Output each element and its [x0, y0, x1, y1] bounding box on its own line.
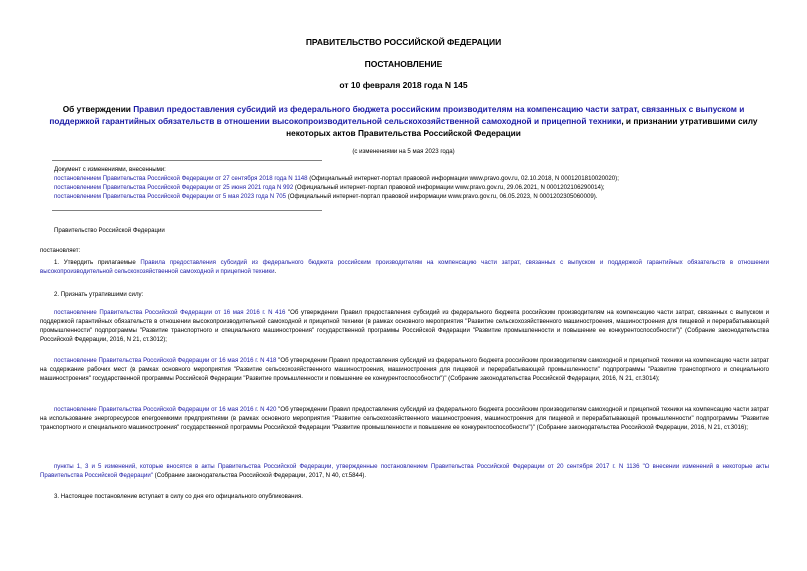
- changes-note: (с изменениями на 5 мая 2023 года): [352, 148, 455, 155]
- revoked-item: постановление Правительства Российской Федерации от 16 мая 2016 г. N 416 "Об утверждении Правил предоставления субсидий из федерального бюджета российским производителям на компенсацию части затрат, связанных с выпуском и поддержкой гарантийных обязательств в отношении высокопроизводительной самоходной и прицепной техники (в рамках основного мероприятия "Развитие сельскохозяйственного машиностроения, машиностроения для пищевой и перерабатывающей промышленности" подпрограммы "Развитие транспортного и специального машиностроения" государственной программы Российской Федерации "Развитие промышленности и повышение ее конкурентоспособности")" (Собрание законодательства Российской Федерации, 2016, N 21, ст.3012);: [40, 309, 769, 343]
- amendments-block: [54, 165, 774, 201]
- title-suffix: , и признании утратившими силу некоторых актов Правительства Российской Федерации: [286, 116, 758, 138]
- decrees-line: постановляет:: [40, 247, 81, 254]
- amendment-item: постановлением Правительства Российской Федерации от 5 мая 2023 года N 705 (Официальный интернет-портал правовой информации www.pravo.gov.ru, 06.05.2023, N 0001202305060009).: [54, 193, 598, 200]
- amendment-item: постановлением Правительства Российской Федерации от 25 июня 2021 года N 992 (Официальный интернет-портал правовой информации www.pravo.gov.ru, 29.06.2021, N 0001202106290014);: [54, 184, 605, 191]
- government-line: Правительство Российской Федерации: [54, 227, 165, 234]
- amendments-intro: Документ с изменениями, внесенными:: [54, 166, 166, 173]
- item-3: 3. Настоящее постановление вступает в силу со дня его официального опубликования.: [54, 493, 303, 500]
- points-item: пункты 1, 3 и 5 изменений, которые вносятся в акты Правительства Российской Федерации, утвержденные постановлением Правительства Российской Федерации от 20 сентября 2017 г. N 1136 "О внесении изменений в некоторые акты Правительства Российской Федерации" (Собрание законодательства Российской Федерации, 2017, N 40, ст.5844).: [40, 463, 769, 479]
- amendment-link[interactable]: постановлением Правительства Российской Федерации от 5 мая 2023 года N 705: [54, 193, 287, 200]
- item-2: 2. Признать утратившими силу:: [54, 291, 144, 298]
- divider-top: [52, 160, 322, 161]
- amendment-link[interactable]: постановлением Правительства Российской Федерации от 25 июня 2021 года N 992: [54, 184, 294, 191]
- rules-link[interactable]: Правила предоставления субсидий из федерального бюджета российским производителям на компенсацию части затрат, связанных с выпуском и поддержкой гарантийных обязательств в отношении высокопроизводительной сельскохозяйственной самоходной и прицепной техники: [40, 259, 769, 275]
- date-number-heading: от 10 февраля 2018 года N 145: [339, 80, 468, 90]
- amendment-item: постановлением Правительства Российской Федерации от 27 сентября 2018 года N 1148 (Официальный интернет-портал правовой информации www.pravo.gov.ru, 02.10.2018, N 0001201810020020);: [54, 175, 619, 182]
- document-type-heading: ПОСТАНОВЛЕНИЕ: [364, 59, 443, 69]
- revoked-item: постановление Правительства Российской Федерации от 16 мая 2016 г. N 420 "Об утверждении Правил предоставления субсидий из федерального бюджета российским производителям самоходной и прицепной техники на компенсацию части затрат на использование энергоресурсов energoемкими предприятиями (в рамках основного мероприятия "Развитие сельскохозяйственного машиностроения, машиностроения для пищевой и перерабатывающей промышленности" подпрограммы "Развитие транспортного и специального машиностроения" государственной программы Российской Федерации "Развитие промышленности и повышение ее конкурентоспособности")" (Собрание законодательства Российской Федерации, 2016, N 21, ст.3016);: [40, 406, 769, 431]
- title-prefix: Об утверждении: [62, 104, 134, 114]
- revoked-link[interactable]: постановление Правительства Российской Федерации от 16 мая 2016 г. N 420: [54, 406, 277, 413]
- amendment-link[interactable]: постановлением Правительства Российской Федерации от 27 сентября 2018 года N 1148: [54, 175, 308, 182]
- revoked-link[interactable]: постановление Правительства Российской Федерации от 16 мая 2016 г. N 416: [54, 309, 286, 316]
- revoked-link[interactable]: постановление Правительства Российской Федерации от 16 мая 2016 г. N 418: [54, 357, 277, 364]
- points-link[interactable]: пункты 1, 3 и 5 изменений, которые вносятся в акты Правительства Российской Федерации, утвержденные постановлением Правительства Российской Федерации от 20 сентября 2017 г. N 1136 "О внесении изменений в некоторые акты Правительства Российской Федерации": [40, 463, 769, 479]
- title-rules-link[interactable]: Правил предоставления субсидий из федерального бюджета российским производителям на компенсацию части затрат, связанных с выпуском и поддержкой гарантийных обязательств в отношении высокопроизводительной сельскохозяйственной самоходной и прицепной техники: [49, 104, 745, 126]
- item-1: 1. Утвердить прилагаемые Правила предоставления субсидий из федерального бюджета российским производителям на компенсацию части затрат, связанных с выпуском и поддержкой гарантийных обязательств в отношении высокопроизводительной сельскохозяйственной самоходной и прицепной техники.: [40, 259, 769, 275]
- government-heading: ПРАВИТЕЛЬСТВО РОССИЙСКОЙ ФЕДЕРАЦИИ: [305, 37, 502, 47]
- document-title: [40, 103, 767, 139]
- revoked-item: постановление Правительства Российской Федерации от 16 мая 2016 г. N 418 "Об утверждении Правил предоставления субсидий из федерального бюджета российским производителям самоходной и прицепной техники на компенсацию части затрат на содержание рабочих мест (в рамках основного мероприятия "Развитие сельскохозяйственного машиностроения, машиностроения для пищевой и перерабатывающей промышленности" подпрограммы "Развитие транспортного и специального машиностроения" государственной программы Российской Федерации "Развитие промышленности и повышение ее конкурентоспособности")" (Собрание законодательства Российской Федерации, 2016, N 21, ст.3014);: [40, 357, 769, 382]
- divider-bottom: [52, 210, 322, 211]
